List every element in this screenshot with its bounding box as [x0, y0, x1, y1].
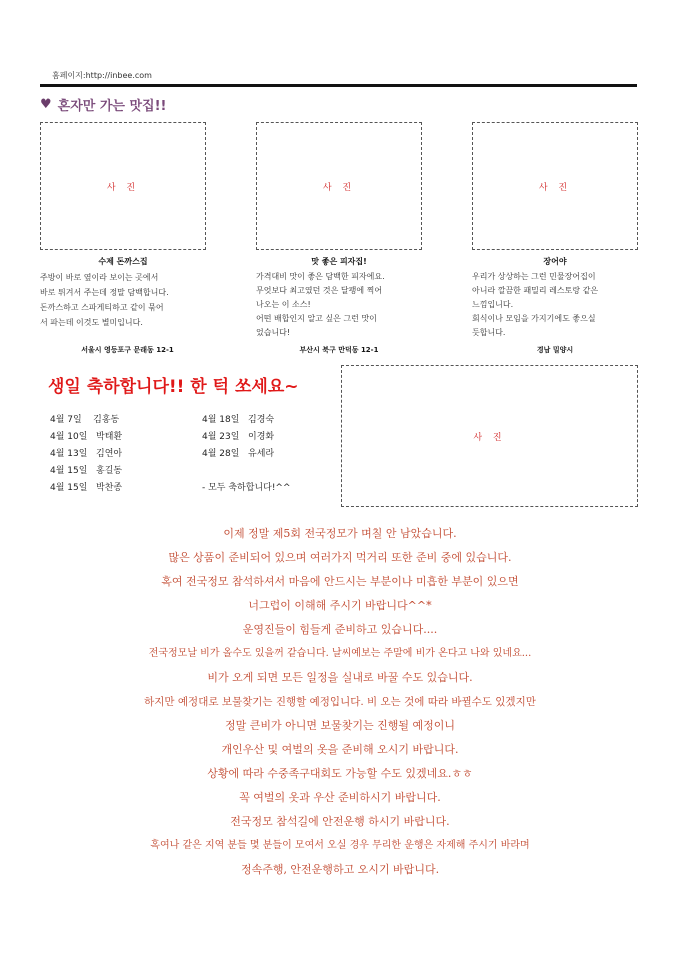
restaurant-address: 부산시 북구 만덕동 12-1 — [299, 346, 379, 354]
notice-line: 너그럽이 이해해 주시기 바랍니다^^* — [248, 599, 432, 612]
birthday-item: 4월 15일 박찬종 — [50, 483, 123, 493]
notice-line: 이제 정말 제5회 전국정모가 며칠 안 남았습니다. — [223, 527, 457, 540]
birthday-closing: - 모두 축하합니다!^^ — [202, 483, 291, 493]
restaurant-name: 맛 좋은 피자집! — [311, 257, 367, 266]
notice-line: 혹여나 같은 지역 분들 몇 분들이 모여서 오실 경우 무리한 운행은 자제해 주시기 바라며 — [150, 840, 530, 851]
birthday-item: 4월 10일 박태환 — [50, 432, 123, 442]
section-title-text: 혼자만 가는 맛집!! — [57, 99, 167, 114]
photo-placeholder-1 — [40, 122, 206, 250]
photo-label: 사 진 — [538, 182, 572, 193]
photo-label: 사 진 — [106, 182, 140, 193]
restaurant-address: 서울시 영등포구 문래동 12-1 — [81, 346, 174, 354]
birthday-item: 4월 23일 이경화 — [202, 432, 275, 442]
birthday-title: 생일 축하합니다!! 한 턱 쏘세요~ — [48, 377, 299, 397]
notice-line: 개인우산 및 여벌의 옷을 준비해 오시기 바랍니다. — [221, 743, 459, 756]
restaurant-address: 경남 밀양시 — [536, 346, 574, 354]
birthday-item: 4월 28일 유세라 — [202, 449, 275, 459]
notice-line: 전국정모 참석길에 안전운행 하시기 바랍니다. — [230, 815, 450, 828]
photo-placeholder-2 — [256, 122, 422, 250]
photo-label: 사 진 — [473, 432, 506, 443]
notice-block — [40, 522, 640, 882]
photo-label: 사 진 — [322, 182, 356, 193]
restaurant-name: 장어야 — [543, 257, 567, 266]
restaurant-description: 우리가 상상하는 그런 민물장어집이 아니라 깔끔한 패밀리 레스토랑 같은 느낌입니다. 회식이나 모임을 가지기에도 좋으실 듯합니다. — [472, 272, 599, 337]
photo-placeholder-4 — [341, 365, 638, 507]
restaurant-description: 주방이 바로 옆이라 보이는 곳에서 바로 튀겨서 주는데 정말 담백합니다. 돈까스하고 스파게티하고 같이 묶어 서 파는데 이것도 별미입니다. — [40, 273, 169, 327]
notice-line: 하지만 예정대로 보물찾기는 진행할 예정입니다. 비 오는 것에 따라 바뀔수도 있겠지만 — [144, 696, 536, 708]
header-divider — [40, 84, 637, 87]
restaurant-name: 수제 돈까스집 — [98, 257, 148, 266]
birthday-list-right — [202, 412, 332, 497]
birthday-item: 4월 7일 김홍동 — [50, 415, 120, 425]
notice-line: 운영진들이 힘들게 준비하고 있습니다.... — [242, 623, 438, 636]
birthday-item: 4월 15일 홍길동 — [50, 466, 123, 476]
notice-line: 많은 상품이 준비되어 있으며 여러가지 먹거리 또한 준비 중에 있습니다. — [168, 551, 512, 564]
birthday-item: 4월 13일 김연아 — [50, 449, 123, 459]
section-title — [40, 95, 166, 114]
notice-line: 정말 큰비가 아니면 보물찾기는 진행될 예정이니 — [224, 719, 455, 732]
notice-line: 전국정모날 비가 올수도 있을꺼 같습니다. 날씨예보는 주말에 비가 온다고 나와 있네요... — [148, 648, 532, 659]
birthday-list-left — [50, 412, 190, 497]
notice-line: 꼭 여벌의 옷과 우산 준비하시기 바랍니다. — [239, 791, 441, 804]
homepage-url: 홈페이지:http://inbee.com — [52, 71, 152, 80]
photo-placeholder-3 — [472, 122, 638, 250]
notice-line: 혹여 전국정모 참석하셔서 마음에 안드시는 부분이나 미흡한 부분이 있으면 — [161, 575, 519, 588]
birthday-item: 4월 18일 김경숙 — [202, 415, 275, 425]
notice-line: 비가 오게 되면 모든 일정을 실내로 바꿀 수도 있습니다. — [207, 671, 473, 684]
heart-icon: ♥ — [40, 97, 52, 112]
restaurant-description: 가격대비 맛이 좋은 담백한 피자에요. 무엇보다 최고였던 것은 달팽에 찍어 나오는 이 소스! 어떤 배합인지 알고 싶은 그런 맛이 었습니다! — [256, 272, 385, 337]
notice-line: 정속주행, 안전운행하고 오시기 바랍니다. — [240, 863, 440, 876]
notice-line: 상황에 따라 수중족구대회도 가능할 수도 있겠네요.ㅎㅎ — [207, 767, 473, 780]
